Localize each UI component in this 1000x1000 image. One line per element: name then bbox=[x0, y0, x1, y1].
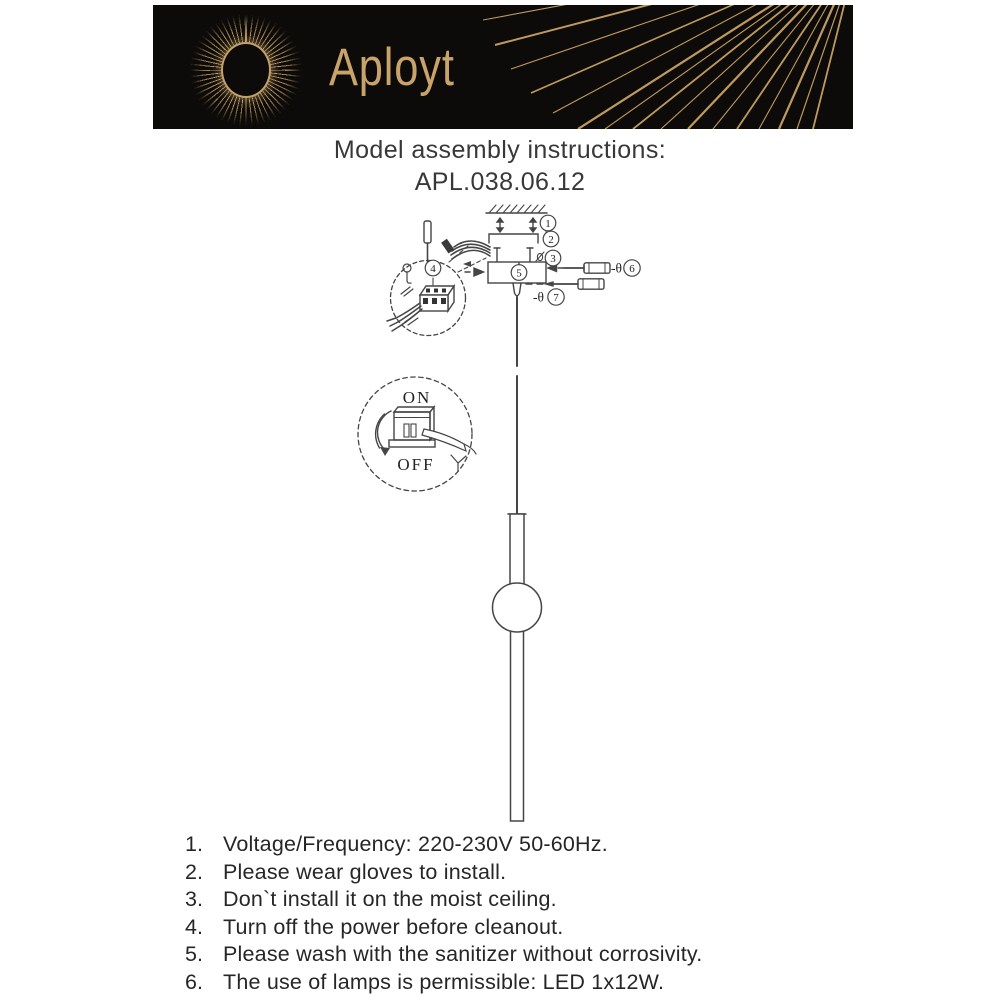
instruction-item bbox=[185, 914, 965, 942]
part-label-5: 5 bbox=[516, 267, 522, 280]
instruction-item bbox=[185, 941, 965, 969]
part-label-2: 2 bbox=[548, 234, 554, 246]
instruction-item bbox=[185, 831, 965, 859]
header-banner bbox=[153, 5, 853, 129]
instruction-number: 1. bbox=[185, 832, 203, 856]
switch-box-icon bbox=[389, 407, 435, 447]
title-block bbox=[0, 136, 1000, 197]
lamp-tube-lower bbox=[511, 630, 524, 821]
part-label-1: 1 bbox=[545, 218, 551, 230]
instructions-list bbox=[185, 831, 965, 997]
instruction-text: Please wear gloves to install. bbox=[223, 859, 507, 884]
instruction-item bbox=[185, 859, 965, 887]
instruction-number: 2. bbox=[185, 859, 203, 884]
part-label-6: 6 bbox=[629, 263, 635, 275]
part-label-3: 3 bbox=[550, 253, 556, 265]
instruction-text: Don`t install it on the moist ceiling. bbox=[223, 887, 557, 912]
instruction-item bbox=[185, 969, 965, 997]
instruction-text: Voltage/Frequency: 220-230V 50-60Hz. bbox=[223, 832, 608, 856]
instruction-item bbox=[185, 886, 965, 914]
wiring-detail-circle bbox=[387, 221, 466, 336]
lamp-sphere bbox=[493, 583, 542, 632]
part-label-7: 7 bbox=[553, 292, 559, 304]
mounting-screws-icon bbox=[494, 248, 544, 262]
mounting-bracket bbox=[489, 228, 546, 243]
instruction-number: 6. bbox=[185, 969, 203, 994]
anchor-arrows-icon bbox=[497, 218, 536, 232]
instruction-number: 5. bbox=[185, 942, 203, 967]
brand-name: Aployt bbox=[329, 38, 455, 97]
instruction-text: The use of lamps is permissible: LED 1x12W. bbox=[223, 969, 665, 994]
strain-relief bbox=[513, 283, 521, 296]
page-title: Model assembly instructions: bbox=[333, 136, 667, 164]
instruction-text: Turn off the power before cleanout. bbox=[223, 914, 564, 939]
sunburst-logo-icon bbox=[191, 15, 301, 125]
instruction-text: Please wash with the sanitizer without corrosivity. bbox=[223, 942, 703, 967]
switch-off-label: OFF bbox=[397, 455, 435, 474]
assembly-diagram bbox=[340, 195, 670, 845]
rotate-symbol-7: -θ bbox=[533, 289, 544, 305]
ceiling-hatch bbox=[486, 205, 547, 213]
lamp-tube-upper bbox=[510, 514, 524, 586]
terminal-block-icon bbox=[420, 286, 454, 311]
wire-bundle bbox=[441, 239, 490, 267]
rotate-symbol-6: -θ bbox=[611, 260, 622, 276]
lamp-body bbox=[493, 514, 542, 821]
instruction-number: 3. bbox=[185, 887, 203, 912]
switch-on-label: ON bbox=[402, 388, 432, 407]
screwdriver-side-icon bbox=[558, 263, 610, 273]
decorative-rays-icon bbox=[483, 5, 853, 129]
part-label-4: 4 bbox=[430, 263, 436, 275]
model-number: APL.038.06.12 bbox=[414, 168, 586, 196]
instruction-number: 4. bbox=[185, 914, 203, 939]
rotate-arrow-icon bbox=[376, 411, 391, 456]
